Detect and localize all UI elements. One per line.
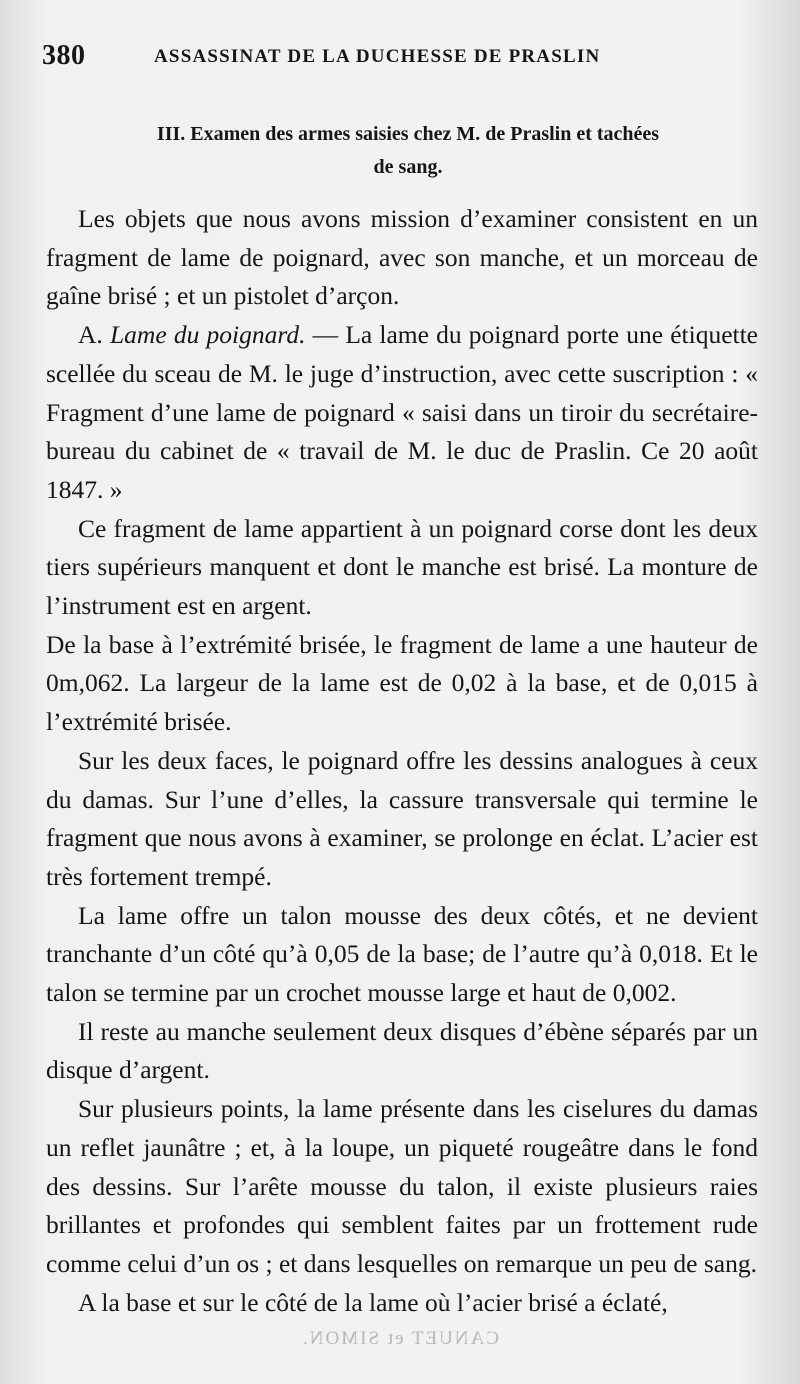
- page-header: [42, 40, 742, 80]
- paragraph-objets: Les objets que nous avons mission d’examiner consistent en un fragment de lame de poignard, avec son manche, et un morceau de gaîne brisé ; et un pistolet d’arçon.: [46, 204, 758, 311]
- page-number: 380: [42, 40, 86, 71]
- paragraph-base: A la base et sur le côté de la lame où l’acier brisé a éclaté,: [78, 1287, 668, 1317]
- paragraph-fragment: Ce fragment de lame appartient à un poignard corse dont les deux tiers supérieurs manquent et dont le manche est brisé. La monture de l’instrument est en argent.: [46, 513, 758, 621]
- running-title: ASSASSINAT DE LA DUCHESSE DE PRASLIN: [154, 46, 601, 67]
- paragraph-lame-du-poignard: [46, 316, 758, 510]
- bleed-through-text: CANUET et SIMON.: [301, 1328, 499, 1349]
- section-heading: [58, 118, 758, 184]
- body-text: [46, 200, 758, 1322]
- section-heading-line-2: de sang.: [373, 156, 443, 178]
- section-heading-line-1: III. Examen des armes saisies chez M. de Praslin et tachées: [156, 123, 660, 145]
- subsection-title: Lame du poignard.: [109, 320, 306, 350]
- paragraph-talon: La lame offre un talon mousse des deux côtés, et ne devient tranchante d’un côté qu’à 0,05 de la base; de l’autre qu’à 0,018. Et le talon se termine par un crochet mousse large et haut de 0,002.: [46, 900, 758, 1008]
- paragraph-text: — La lame du poignard porte une étiquette scellée du sceau de M. le juge d’instruction, avec cette suscription : « Fragment d’une lame de poignard « saisi dans un tiroir du secrétaire-bureau du cabinet de « travail de M. le duc de Praslin. Ce 20 août 1847. »: [46, 320, 758, 504]
- paragraph-faces: Sur les deux faces, le poignard offre les dessins analogues à ceux du damas. Sur l’une d’elles, la cassure transversale qui termine le fragment que nous avons à examiner, se prolonge en éclat. L’acier est très fortement trempé.: [46, 745, 758, 891]
- paragraph-manche: Il reste au manche seulement deux disques d’ébène séparés par un disque d’argent.: [46, 1016, 758, 1085]
- paragraph-piquete: Sur plusieurs points, la lame présente dans les ciselures du damas un reflet jaunâtre ; et, à la loupe, un piqueté rougeâtre dans le fond des dessins. Sur l’arête mousse du talon, il existe plusieurs raies brillantes et profondes qui semblent faites par un frottement rude comme celui d’un os ; et dans lesquelles on remarque un peu de sang.: [46, 1094, 758, 1278]
- paragraph-dimensions: De la base à l’extrémité brisée, le fragment de lame a une hauteur de 0m,062. La largeur de la lame est de 0,02 à la base, et de 0,015 à l’extrémité brisée.: [46, 629, 758, 737]
- paragraph-prefix: A.: [78, 320, 110, 350]
